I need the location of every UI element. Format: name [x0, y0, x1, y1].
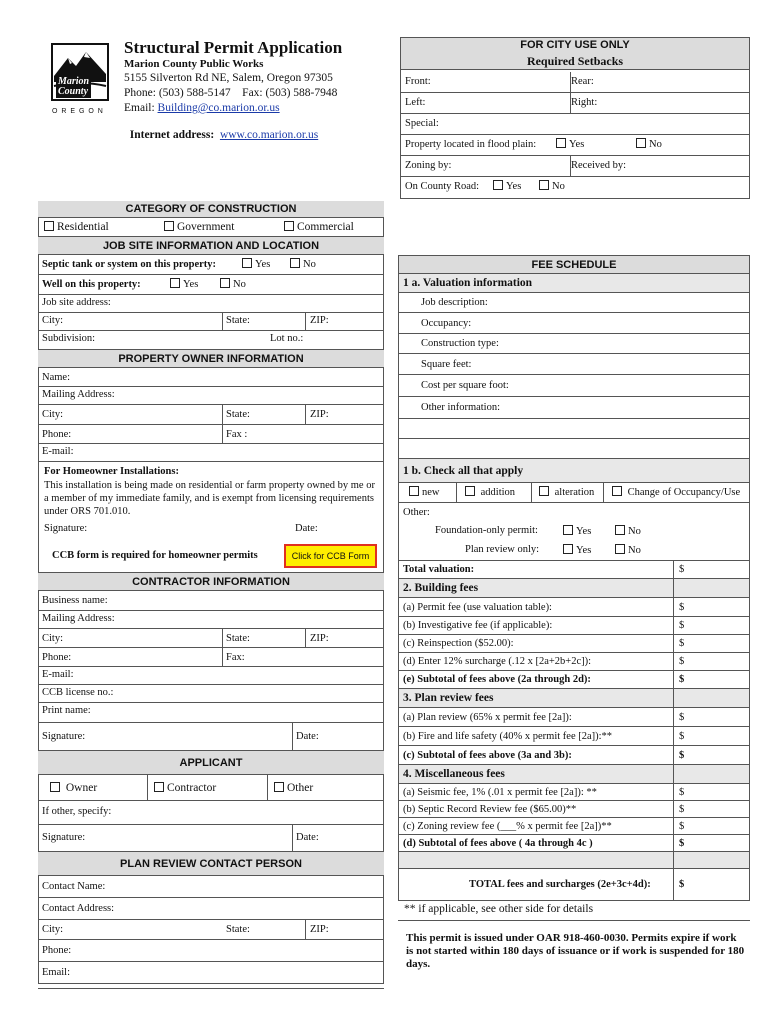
- foundation-row: [435, 525, 735, 536]
- septic-no-checkbox[interactable]: [290, 258, 300, 268]
- flood-plain-label: Property located in flood plain:: [405, 139, 537, 150]
- job-city-label: City:: [42, 315, 64, 326]
- applicant-other-checkbox[interactable]: [274, 782, 284, 792]
- investigative-fee-label: (b) Investigative fee (if applicable):: [403, 620, 553, 631]
- flood-plain-row: [401, 135, 749, 156]
- owner-phone-row[interactable]: [38, 425, 384, 444]
- building-subtotal-dollar: $: [679, 674, 685, 685]
- owner-name-label: Name:: [42, 372, 70, 383]
- investigative-fee-row[interactable]: [399, 617, 749, 635]
- road-yes-label: Yes: [506, 181, 522, 192]
- contact-email-row[interactable]: [38, 962, 384, 984]
- new-label: new: [422, 487, 440, 498]
- special-label: Special:: [405, 118, 439, 129]
- job-zip-label: ZIP:: [310, 315, 329, 326]
- subdivision-row[interactable]: [38, 331, 384, 350]
- owner-email-row[interactable]: [38, 444, 384, 462]
- flood-no-checkbox[interactable]: [636, 138, 646, 148]
- logo-line-1: Marion: [58, 76, 90, 87]
- contractor-city-row[interactable]: [38, 629, 384, 648]
- plan-review-label: (a) Plan review (65% x permit fee [2a]):: [403, 712, 572, 723]
- total-valuation-row[interactable]: [399, 560, 749, 579]
- well-yes-label: Yes: [183, 279, 199, 290]
- left-label: Left:: [405, 97, 426, 108]
- addition-label: addition: [480, 487, 516, 498]
- total-fees-row[interactable]: [399, 869, 749, 900]
- surcharge-row[interactable]: [399, 653, 749, 671]
- flood-no-label: No: [649, 139, 662, 150]
- contractor-signature-label: Signature:: [42, 731, 86, 742]
- front-label: Front:: [405, 76, 431, 87]
- zoning-review-label: (c) Zoning review fee (___% x permit fee [2a])**: [403, 821, 612, 832]
- setbacks-title: Required Setbacks: [401, 52, 749, 70]
- setback-special-row: [401, 114, 749, 135]
- owner-email-label: E-mail:: [42, 446, 74, 457]
- owner-zip-label: ZIP:: [310, 409, 329, 420]
- county-road-label: On County Road:: [405, 181, 480, 192]
- footnote: ** if applicable, see other side for details: [404, 903, 594, 915]
- plan-review-dollar: $: [679, 712, 685, 723]
- septic-review-row[interactable]: [399, 801, 749, 818]
- septic-yes-label: Yes: [255, 259, 271, 270]
- permit-fee-row[interactable]: [399, 598, 749, 617]
- contact-phone-label: Phone:: [42, 945, 72, 956]
- total-fees-label: TOTAL fees and surcharges (2e+3c+4d):: [469, 879, 651, 890]
- contractor-phone-row[interactable]: [38, 648, 384, 667]
- owner-city-label: City:: [42, 409, 64, 420]
- applicant-signature-row[interactable]: [38, 825, 384, 852]
- job-city-row[interactable]: [38, 313, 384, 331]
- email-link[interactable]: Building@co.marion.or.us: [157, 102, 280, 114]
- received-label: Received by:: [571, 160, 627, 171]
- city-use-title: FOR CITY USE ONLY: [401, 38, 749, 52]
- cost-sqft-row[interactable]: [399, 375, 749, 397]
- plan-review-row[interactable]: [399, 708, 749, 727]
- contractor-state-label: State:: [226, 633, 250, 644]
- zoning-label: Zoning by:: [405, 160, 452, 171]
- contractor-signature-row[interactable]: [38, 723, 384, 751]
- fire-safety-label: (b) Fire and life safety (40% x permit fee [2a]):**: [403, 731, 613, 742]
- email-label: Email:: [124, 102, 158, 114]
- logo-line-2: County: [58, 86, 89, 97]
- well-label: Well on this property:: [42, 279, 141, 290]
- permit-fee-label: (a) Permit fee (use valuation table):: [403, 602, 552, 613]
- job-state-label: State:: [226, 315, 250, 326]
- contact-phone-row[interactable]: [38, 940, 384, 962]
- internet-label: Internet address:: [129, 129, 220, 141]
- applicant-owner-checkbox[interactable]: [50, 782, 60, 792]
- job-desc-row[interactable]: [399, 293, 749, 313]
- misc-fees-label: 4. Miscellaneous fees: [403, 768, 505, 780]
- business-name-label: Business name:: [42, 595, 108, 606]
- contractor-email-label: E-mail:: [42, 669, 74, 680]
- applicant-other-label: Other: [287, 782, 314, 794]
- contractor-zip-label: ZIP:: [310, 633, 329, 644]
- contractor-mailing-label: Mailing Address:: [42, 613, 115, 624]
- homeowner-text: This installation is being made on residential or farm property owned by me or a member of my immediate family, and is exempt from licensing requirements under ORS 701.010.: [44, 480, 375, 517]
- valuation-section-title: [399, 274, 749, 293]
- building-subtotal-row[interactable]: [399, 671, 749, 689]
- zoning-review-row[interactable]: [399, 818, 749, 835]
- surcharge-label: (d) Enter 12% surcharge (.12 x [2a+2b+2c]):: [403, 656, 592, 667]
- seismic-label: (a) Seismic fee, 1% (.01 x permit fee [2a]): **: [403, 787, 597, 798]
- plan-contact-title: PLAN REVIEW CONTACT PERSON: [38, 852, 384, 876]
- applicant-contractor-checkbox[interactable]: [154, 782, 164, 792]
- contractor-title: CONTRACTOR INFORMATION: [38, 573, 384, 591]
- business-name-row[interactable]: [38, 591, 384, 611]
- misc-subtotal-label: (d) Subtotal of fees above ( 4a through 4c ): [403, 838, 593, 849]
- plan-review-yes-label: Yes: [576, 545, 592, 556]
- blank-info-row[interactable]: [399, 419, 749, 439]
- plan-review-yes-checkbox[interactable]: [563, 544, 573, 554]
- subdivision-label: Subdivision:: [42, 333, 96, 344]
- occupancy-row[interactable]: [399, 313, 749, 334]
- residential-checkbox[interactable]: [44, 221, 54, 231]
- foundation-no-checkbox[interactable]: [615, 525, 625, 535]
- ccb-form-button[interactable]: Click for CCB Form: [284, 544, 377, 568]
- job-desc-label: Job description:: [421, 297, 488, 308]
- septic-no-label: No: [303, 259, 316, 270]
- septic-label: Septic tank or system on this property:: [42, 259, 217, 270]
- total-fees-dollar: $: [679, 879, 685, 890]
- septic-review-dollar: $: [679, 804, 685, 815]
- contact-email-label: Email:: [42, 967, 70, 978]
- plan-subtotal-dollar: $: [679, 750, 685, 761]
- alteration-label: alteration: [554, 487, 595, 498]
- reinspection-dollar: $: [679, 638, 685, 649]
- investigative-fee-dollar: $: [679, 620, 685, 631]
- alteration-checkbox[interactable]: [539, 486, 549, 496]
- applicant-date-label: Date:: [296, 832, 319, 843]
- owner-mailing-row[interactable]: [38, 387, 384, 405]
- ccb-license-row[interactable]: [38, 685, 384, 703]
- applicant-type-row: [38, 775, 384, 801]
- foundation-yes-checkbox[interactable]: [563, 525, 573, 535]
- contractor-city-label: City:: [42, 633, 64, 644]
- building-subtotal-label: (e) Subtotal of fees above (2a through 2d):: [403, 674, 591, 685]
- plan-review-fees-label: 3. Plan review fees: [403, 692, 494, 704]
- contractor-mailing-row[interactable]: [38, 611, 384, 629]
- applicant-signature-label: Signature:: [42, 832, 86, 843]
- owner-name-row[interactable]: [38, 368, 384, 387]
- road-no-label: No: [552, 181, 565, 192]
- contact-address-label: Contact Address:: [42, 903, 115, 914]
- foundation-no-label: No: [628, 526, 641, 537]
- seismic-row[interactable]: [399, 784, 749, 801]
- other-label[interactable]: Other:: [403, 507, 430, 518]
- residential-label: Residential: [57, 221, 109, 233]
- sqft-row[interactable]: [399, 354, 749, 375]
- road-no-checkbox[interactable]: [539, 180, 549, 190]
- permit-fee-dollar: $: [679, 602, 685, 613]
- applicant-specify-row[interactable]: [38, 801, 384, 825]
- construction-label: Construction type:: [421, 338, 499, 349]
- construction-row[interactable]: [399, 334, 749, 354]
- contact-name-label: Contact Name:: [42, 881, 106, 892]
- contact-city-row[interactable]: [38, 920, 384, 940]
- misc-subtotal-row[interactable]: [399, 835, 749, 852]
- applicant-contractor-label: Contractor: [167, 782, 217, 794]
- applicant-title: APPLICANT: [38, 751, 384, 775]
- plan-subtotal-row[interactable]: [399, 746, 749, 765]
- building-fees-title: [399, 579, 749, 598]
- contact-city-label: City:: [42, 924, 64, 935]
- well-no-checkbox[interactable]: [220, 278, 230, 288]
- sqft-label: Square feet:: [421, 359, 472, 370]
- owner-mailing-label: Mailing Address:: [42, 389, 115, 400]
- owner-phone-label: Phone:: [42, 429, 72, 440]
- check-section-title: [399, 459, 749, 483]
- septic-review-label: (b) Septic Record Review fee ($65.00)**: [403, 804, 577, 815]
- seismic-dollar: $: [679, 787, 685, 798]
- reinspection-row[interactable]: [399, 635, 749, 653]
- change-occupancy-label: Change of Occupancy/Use: [627, 487, 741, 498]
- blank-info-row-2[interactable]: [399, 439, 749, 459]
- internet-link[interactable]: www.co.marion.or.us: [219, 129, 319, 141]
- government-label: Government: [177, 221, 235, 233]
- category-row: [38, 218, 384, 237]
- reinspection-label: (c) Reinspection ($52.00):: [403, 638, 514, 649]
- septic-row: [38, 255, 384, 275]
- ccb-note: CCB form is required for homeowner permits: [52, 550, 258, 561]
- contractor-date-label: Date:: [296, 731, 319, 742]
- well-yes-checkbox[interactable]: [170, 278, 180, 288]
- foundation-label: Foundation-only permit:: [435, 525, 538, 536]
- logo-text: [56, 76, 91, 98]
- org-name: Marion County Public Works: [124, 58, 264, 70]
- cost-sqft-label: Cost per square foot:: [421, 380, 509, 391]
- job-site-title: JOB SITE INFORMATION AND LOCATION: [38, 237, 384, 255]
- job-address-label: Job site address:: [42, 297, 111, 308]
- total-valuation-dollar: $: [679, 564, 685, 575]
- well-no-label: No: [233, 279, 246, 290]
- plan-review-only-label: Plan review only:: [465, 544, 540, 555]
- plan-review-no-label: No: [628, 545, 641, 556]
- org-address: 5155 Silverton Rd NE, Salem, Oregon 97305: [124, 72, 333, 84]
- valuation-section-label: 1 a. Valuation information: [403, 277, 533, 289]
- print-name-label: Print name:: [42, 705, 91, 716]
- foundation-yes-label: Yes: [576, 526, 592, 537]
- setback-left-right-row: [401, 93, 749, 114]
- septic-yes-checkbox[interactable]: [242, 258, 252, 268]
- commercial-label: Commercial: [297, 221, 354, 233]
- new-checkbox[interactable]: [409, 486, 419, 496]
- change-occupancy-checkbox[interactable]: [612, 486, 622, 496]
- category-title: CATEGORY OF CONSTRUCTION: [38, 201, 384, 218]
- page-title: Structural Permit Application: [124, 38, 343, 57]
- work-type-row: [399, 483, 749, 503]
- contractor-fax-label: Fax:: [226, 652, 245, 663]
- government-checkbox[interactable]: [164, 221, 174, 231]
- county-logo: [50, 42, 110, 120]
- contractor-phone-label: Phone:: [42, 652, 72, 663]
- flood-yes-label: Yes: [569, 139, 585, 150]
- contractor-email-row[interactable]: [38, 667, 384, 685]
- zoning-review-dollar: $: [679, 821, 685, 832]
- fee-schedule-title: FEE SCHEDULE: [399, 256, 749, 274]
- rear-label: Rear:: [571, 76, 594, 87]
- fire-safety-dollar: $: [679, 731, 685, 742]
- contact-address-row[interactable]: [38, 898, 384, 920]
- owner-title: PROPERTY OWNER INFORMATION: [38, 350, 384, 368]
- fee-spacer-row: [399, 852, 749, 869]
- contact-state-label: State:: [226, 924, 250, 935]
- total-valuation-label: Total valuation:: [403, 564, 475, 575]
- permit-expiry-notice: This permit is issued under OAR 918-460-0030. Permits expire if work is not started within 180 days of issuance or if work is suspended for 180 days.: [406, 932, 745, 970]
- applicant-owner-label: Owner: [65, 782, 98, 794]
- logo-state: O R E G O N: [52, 108, 104, 115]
- other-info-label: Other information:: [421, 402, 501, 413]
- plan-review-fees-title: [399, 689, 749, 708]
- homeowner-title: For Homeowner Installations:: [44, 466, 179, 477]
- owner-fax-label: Fax :: [226, 429, 248, 440]
- lot-label: Lot no.:: [270, 333, 304, 344]
- occupancy-label: Occupancy:: [421, 318, 472, 329]
- commercial-checkbox[interactable]: [284, 221, 294, 231]
- right-label: Right:: [571, 97, 598, 108]
- building-fees-label: 2. Building fees: [403, 582, 479, 594]
- surcharge-dollar: $: [679, 656, 685, 667]
- zoning-row: [401, 156, 749, 177]
- misc-subtotal-dollar: $: [679, 838, 685, 849]
- owner-state-label: State:: [226, 409, 250, 420]
- owner-date-label[interactable]: Date:: [295, 523, 318, 534]
- fire-safety-row[interactable]: [399, 727, 749, 746]
- job-address-row[interactable]: [38, 295, 384, 313]
- org-internet-line: [124, 117, 318, 141]
- owner-signature-label[interactable]: Signature:: [44, 523, 88, 534]
- flood-yes-checkbox[interactable]: [556, 138, 566, 148]
- misc-fees-title: [399, 765, 749, 784]
- plan-review-only-row: [465, 544, 765, 555]
- addition-checkbox[interactable]: [465, 486, 475, 496]
- road-yes-checkbox[interactable]: [493, 180, 503, 190]
- plan-subtotal-label: (c) Subtotal of fees above (3a and 3b):: [403, 750, 572, 761]
- contact-zip-label: ZIP:: [310, 924, 329, 935]
- contact-name-row[interactable]: [38, 876, 384, 898]
- setback-front-rear-row: [401, 72, 749, 93]
- owner-city-row[interactable]: [38, 405, 384, 425]
- ccb-license-label: CCB license no.:: [42, 687, 114, 698]
- well-row: [38, 275, 384, 295]
- applicant-specify-label: If other, specify:: [42, 806, 112, 817]
- other-info-row[interactable]: [399, 397, 749, 419]
- org-phone-fax: Phone: (503) 588-5147 Fax: (503) 588-7948: [124, 87, 338, 99]
- county-road-row: [401, 177, 749, 198]
- org-email-line: [124, 102, 280, 114]
- plan-review-no-checkbox[interactable]: [615, 544, 625, 554]
- print-name-row[interactable]: [38, 703, 384, 723]
- check-section-label: 1 b. Check all that apply: [403, 465, 524, 477]
